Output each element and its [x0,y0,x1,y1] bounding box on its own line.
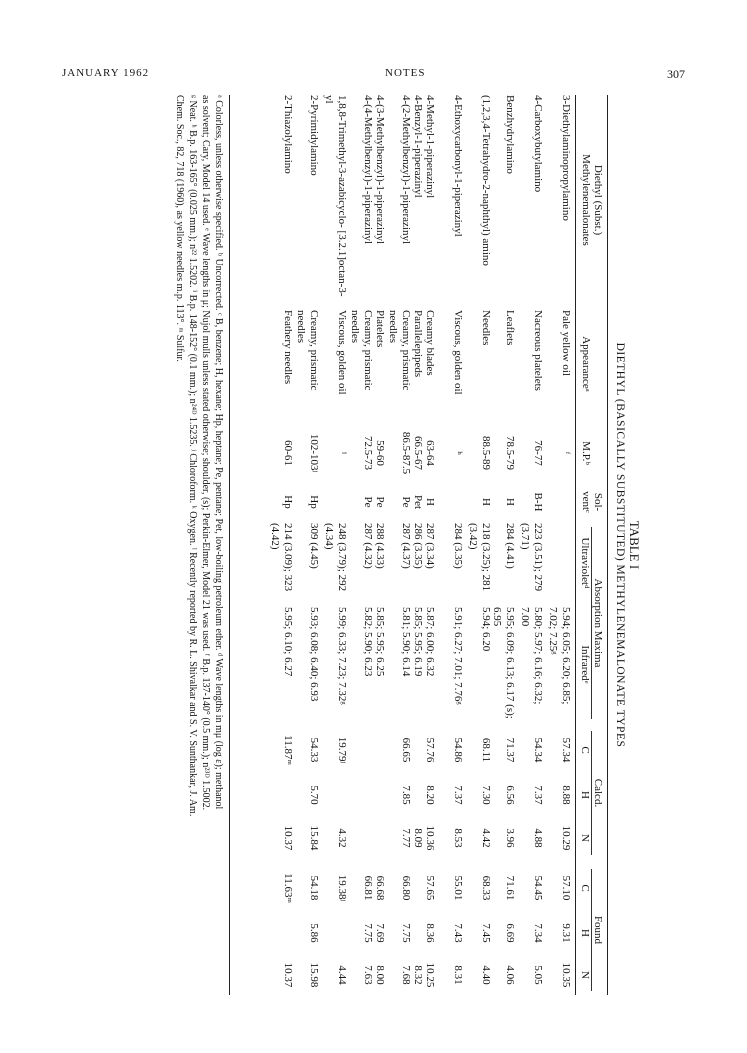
cell-infrared: 5.95; 6.10; 6.27 [282,607,294,677]
cell-solvent: Hp [282,495,294,509]
cell-substituent: 4-(4-Methylbenzyl)-1-piperazinyl [362,95,374,245]
cell-found-c: 57.10 [560,875,572,901]
cell-melting-point: 86.5-87.5 [400,431,412,475]
cell-found-h: 5.86 [308,923,320,943]
cell-found-n: 8.31 [452,965,464,985]
cell-melting-point: 88.5-89 [480,436,492,470]
cell-infrared: 5.82; 5.90; 6.23 [362,607,374,677]
cell-found-n: 4.44 [336,965,348,985]
cell-melting-point: 66.5-67 [412,436,424,470]
cell-found-h: 7.43 [452,923,464,943]
cell-calcd-h: 7.37 [452,785,464,805]
cell-found-n: 7.63 [362,965,374,985]
cell-solvent: Pet [412,494,424,510]
cell-substituent: 4-(3-Methylbenzyl)-1-piperazinyl [374,95,386,245]
cell-found-n: 8.32 [412,965,424,985]
cell-calcd-c: 19.79ʲ [336,736,348,764]
cell-substituent: Benzhydrylamino [504,95,516,174]
calcd-rule [591,731,592,855]
cell-calcd-n: 4.32 [336,828,348,848]
cell-melting-point: 76-77 [532,440,544,466]
cell-substituent: 4-Methyl-1-piperazinyl [424,95,436,199]
cell-infrared: 5.99; 6.33; 7.23; 7.32ᵍ [336,607,348,705]
cell-found-n: 15.98 [308,962,320,988]
cell-ultraviolet: 287 (4.37) [400,523,412,569]
cell-calcd-n: 3.96 [504,828,516,848]
cell-ultraviolet: 309 (4.45) [308,523,320,569]
cell-calcd-h: 8.88 [560,785,572,805]
cell-appearance: Pale yellow oil [560,310,572,376]
cell-ultraviolet: 284 (4.41) [504,523,516,569]
cell-found-c: 68.33 [480,875,492,901]
cell-appearance: Leaflets [504,310,516,346]
cell-found-h: 7.75 [362,923,374,943]
cell-solvent: H [424,498,436,506]
cell-found-h: 7.75 [400,923,412,943]
cell-found-h: 9.31 [560,923,572,943]
cell-calcd-c: 11.87ᵐ [282,735,294,765]
running-head-section: NOTES [385,67,426,79]
cell-substituent: 4-Carboxybutylamino [532,95,544,193]
cell-appearance: Viscous, golden oil [452,310,464,395]
header-rule [575,95,576,995]
cell-found-n: 4.40 [480,965,492,985]
cell-found-h: 6.69 [504,923,516,943]
cell-infrared: 5.94; 6.05; 6.20; 6.85; 7.02; 7.25ᵍ [547,607,572,705]
table-title: TABLE I [627,520,642,570]
cell-found-h: 7.69 [374,923,386,943]
cell-found-h: 8.36 [424,923,436,943]
col-found-head: Found [592,915,604,945]
cell-ultraviolet: 288 (4.33) [374,523,386,569]
cell-infrared: 5.85; 5.95; 6.25 [374,607,386,677]
cell-substituent: (1,2,3,4-Tetrahydro-2-naphthyl) amino [480,95,492,266]
footnote-line-4: Chem. Soc., 82, 718 (1960), as yellow needles m.p. 113°. ᵐ Sulfur. [174,95,185,362]
cell-ultraviolet: 223 (3.51); 279 (3.71) [519,523,544,592]
cell-found-n: 10.35 [560,962,572,988]
cell-ultraviolet: 248 (3.79); 292 (4.34) [323,523,348,592]
col-absorption-head: Absorption Maxima [592,578,604,668]
cell-calcd-n: 15.84 [308,825,320,851]
cell-found-c: 57.65 [424,875,436,901]
cell-appearance: Creamy, prismatic needles [387,310,412,391]
page-number: 307 [667,67,685,81]
cell-found-c: 71.61 [504,875,516,901]
col-solvent-head-1: Sol- [592,492,604,512]
cell-calcd-h: 7.37 [532,785,544,805]
footnote-line-2: as solvent; Cary, Model 14 used. ᵉ Wave lengths in μ; Nujol mulls unless stated otherwise; shoulder, (s); Perkin-Elmer, Model 21 was used. ᶠ B.p. 137-140° (0.5 mm.); n²³ᴰ 1.5002. [200,95,211,811]
cell-calcd-c: 66.65 [400,737,412,763]
cell-calcd-c: 57.34 [560,737,572,763]
cell-solvent: Pe [362,496,374,508]
cell-solvent: Hp [308,495,320,509]
cell-ultraviolet: 214 (3.09); 323 (4.42) [269,523,294,592]
cell-ultraviolet: 284 (3.35) [452,523,464,569]
cell-found-c: 54.45 [532,875,544,901]
cell-found-n: 8.00 [374,965,386,985]
cell-melting-point: 60-61 [282,440,294,466]
cell-appearance: Needles [480,310,492,346]
col-found-n-head: N [579,971,591,979]
cell-calcd-n: 10.36 [424,825,436,851]
col-calcd-n-head: N [579,834,591,842]
cell-found-c: 55.01 [452,875,464,901]
cell-melting-point: 102-103ʲ [308,433,320,473]
footnote-line-3: ᵍ Neat. ʰ B.p. 163-165° (0.025 mm.); n²² 1.5202. ⁱ B.p. 148-152° (0.1 mm.); n²⁴ᴰ 1.5235. ʲ Chloroform. ᵏ Oxygen. ˡ Recently reported by R. L. Shivalkar and S. V. Sunthankar, J. Am. [187,95,198,817]
cell-calcd-n: 10.29 [560,825,572,851]
cell-calcd-n: 8.09 [412,828,424,848]
col-uv-head: Ultravioletᵈ [579,537,591,589]
cell-melting-point: 72.5-73 [362,436,374,470]
cell-melting-point: 59-60 [374,440,386,466]
cell-melting-point: ᶠ [560,451,572,455]
cell-calcd-n: 10.37 [282,825,294,851]
footnote-line-1: ᵃ Colorless, unless otherwise specified. ᵇ Uncorrected. ᶜ B, benzene; H, hexane; Hp, heptane; Pe, pentane; Pet, low-boiling petroleum ether. ᵈ Wave lengths in mμ (log ε); methanol [213,95,224,810]
cell-calcd-h: 7.30 [480,785,492,805]
cell-ultraviolet: 286 (3.35) [412,523,424,569]
absorption-rule [591,527,592,719]
cell-substituent: 1,8,8-Trimethyl-3-azabicyclo- [3.2.1]octan-3-yl [323,95,348,297]
cell-melting-point: 78.5-79 [504,436,516,470]
bottom-rule [229,95,230,995]
cell-infrared: 5.91; 6.27; 7.01; 7.76ᵍ [452,607,464,705]
col-appearance-head: Appearanceᵃ [580,336,592,392]
cell-substituent: 4-Benzyl-1-piperazinyl [412,95,424,198]
cell-appearance: Creamy blades [424,310,436,376]
cell-infrared: 5.87; 6.00; 6.32 [424,607,436,677]
rotated-table [90,95,650,995]
cell-calcd-n: 4.42 [480,828,492,848]
col-subst-head-1: Diethyl (Subst.) [592,164,604,236]
cell-infrared: 5.93; 6.08; 6.40; 6.93 [308,607,320,702]
cell-found-n: 7.68 [400,965,412,985]
cell-melting-point: ʰ [452,451,464,455]
cell-calcd-n: 4.88 [532,828,544,848]
cell-found-n: 10.25 [424,962,436,988]
cell-substituent: 2-Thiazolylamino [282,95,294,174]
cell-found-c: 66.80 [400,875,412,901]
cell-found-c: 11.63ᵐ [282,873,294,903]
table-subtitle: DIETHYL (BASICALLY SUBSTITUTED) METHYLENEMALONATE TYPES [614,342,626,748]
cell-found-n: 5.05 [532,965,544,985]
cell-infrared: 5.94; 6.20 [480,607,492,652]
cell-found-c: 66.81 [362,875,374,901]
cell-calcd-c: 68.11 [480,737,492,763]
col-found-h-head: H [579,929,591,937]
cell-infrared: 5.95; 6.09; 6.13; 6.17 (s); 6.95 [491,607,516,719]
cell-infrared: 5.81; 5.90; 6.14 [400,607,412,677]
cell-appearance: Viscous, golden oil [336,310,348,395]
cell-infrared: 5.80; 5.97; 6.16; 6.32; 7.00 [519,607,544,705]
cell-solvent: Pe [400,496,412,508]
col-ir-head: Infraredᵉ [579,645,591,684]
running-head-date: JANUARY 1962 [62,67,150,79]
cell-solvent: B-H [532,492,544,512]
cell-calcd-c: 54.34 [532,737,544,763]
col-mp-head: M.P.ᵇ [580,441,592,465]
cell-found-n: 10.37 [282,962,294,988]
cell-substituent: 2-Pyrimidylamino [308,95,320,176]
cell-melting-point: 63-64 [424,440,436,466]
cell-found-c: 66.68 [374,875,386,901]
cell-appearance: Creamy, prismatic needles [349,310,374,391]
cell-appearance: Nacreous platelets [532,310,544,391]
cell-appearance: Parallelepipeds [412,310,424,378]
cell-found-h: 7.34 [532,923,544,943]
col-calcd-h-head: H [579,791,591,799]
col-calcd-head: Calcd. [592,778,604,808]
cell-found-h: 7.45 [480,923,492,943]
col-calcd-c-head: C [579,746,591,754]
cell-calcd-c: 57.76 [424,737,436,763]
cell-infrared: 5.85; 5.95; 6.19 [412,607,424,677]
col-solvent-head-2: ventᶜ [580,491,592,513]
cell-appearance: Creamy, prismatic needles [295,310,320,391]
cell-ultraviolet: 287 (4.32) [362,523,374,569]
cell-ultraviolet: 287 (3.34) [424,523,436,569]
cell-substituent: 3-Diethylaminopropylamino [560,95,572,221]
cell-calcd-c: 54.33 [308,737,320,763]
cell-calcd-n: 8.53 [452,828,464,848]
cell-calcd-h: 8.20 [424,785,436,805]
cell-melting-point: ⁱ [336,451,348,455]
cell-calcd-n: 7.77 [400,828,412,848]
col-found-c-head: C [579,884,591,892]
cell-appearance: Feathery needles [282,310,294,385]
cell-calcd-h: 6.56 [504,785,516,805]
col-subst-head-2: Methylenemalonates [580,154,592,246]
cell-found-c: 19.38ʲ [336,874,348,902]
cell-calcd-h: 5.70 [308,785,320,805]
cell-found-n: 4.06 [504,965,516,985]
cell-solvent: Pe [374,496,386,508]
found-rule [591,869,592,991]
cell-solvent: H [480,498,492,506]
cell-found-c: 54.18 [308,875,320,901]
cell-calcd-h: 7.85 [400,785,412,805]
cell-appearance: Platelets [374,310,386,348]
cell-solvent: H [504,498,516,506]
cell-ultraviolet: 218 (3.25); 281 (3.42) [467,523,492,592]
cell-calcd-c: 54.86 [452,737,464,763]
cell-substituent: 4-(2-Methylbenzyl)-1-piperazinyl [400,95,412,245]
top-rule [607,95,608,995]
cell-calcd-c: 71.37 [504,737,516,763]
cell-substituent: 4-Ethoxycarbonyl-1-piperazinyl [452,95,464,237]
